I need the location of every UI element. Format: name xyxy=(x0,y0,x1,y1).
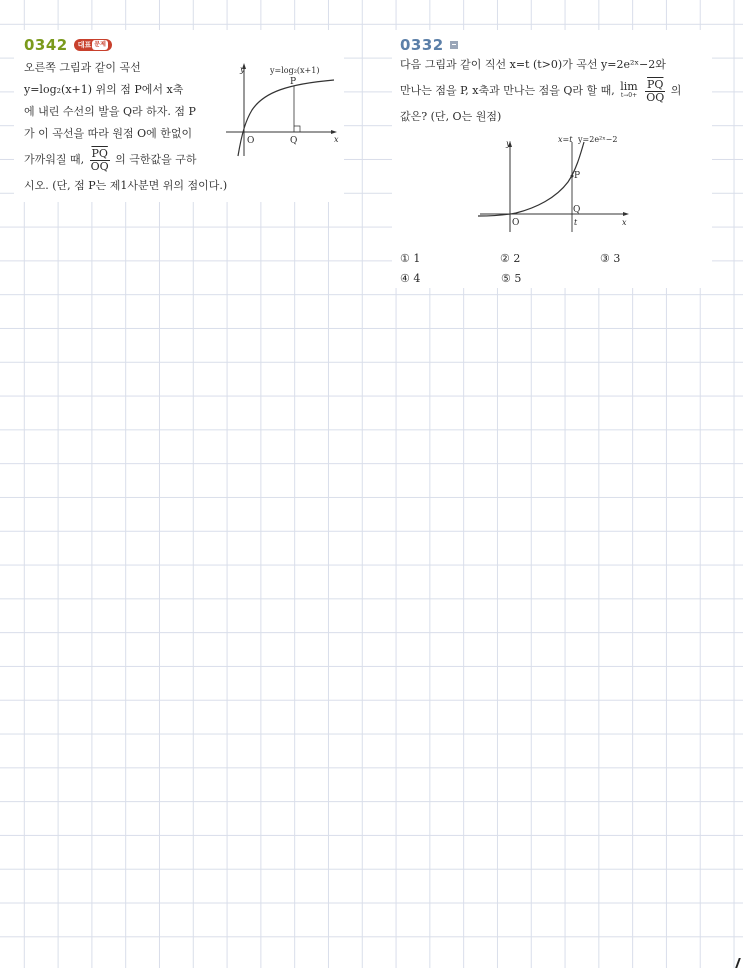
problem-line: 가 이 곡선을 따라 원점 O에 한없이 xyxy=(24,127,193,140)
problem-line: 에 내린 수선의 발을 Q라 하자. 점 P xyxy=(24,105,196,118)
fraction-numerator: $\overline{PQ}$ xyxy=(91,146,108,160)
fraction-denominator: OQ xyxy=(646,90,665,104)
problem-line-limit xyxy=(400,76,681,106)
fraction-numerator: $\overline{PQ}$ xyxy=(647,77,664,91)
choice-2[interactable]: ② 2 xyxy=(500,251,521,265)
badge-main: 대표 xyxy=(77,41,92,49)
problem-line: 시오. (단, 점 P는 제1사분면 위의 점이다.) xyxy=(24,179,228,192)
answer-choices xyxy=(400,248,700,288)
limit-main: lim xyxy=(620,80,638,93)
point-q-label: Q xyxy=(573,205,581,215)
problem-card-0342 xyxy=(14,30,344,202)
pen-stroke-mark xyxy=(727,958,741,968)
fraction-pq-over-oq xyxy=(90,148,110,173)
origin-label: O xyxy=(247,136,255,146)
y-axis-label: y xyxy=(240,65,245,74)
origin-label: O xyxy=(512,218,520,228)
limit-operator xyxy=(620,82,637,100)
exponential-curve xyxy=(478,142,584,216)
badge-sub: 문제 xyxy=(94,41,106,48)
problem-header xyxy=(24,36,112,54)
problem-line: y=log₂(x+1) 위의 점 P에서 x축 xyxy=(24,83,184,96)
point-p-label: P xyxy=(574,171,581,181)
t-label: t xyxy=(574,218,578,227)
x-axis-label: x xyxy=(334,135,339,144)
fraction-denominator: OQ xyxy=(90,159,109,173)
curve-label: y=log₂(x+1) xyxy=(270,66,320,75)
choice-1[interactable]: ① 1 xyxy=(400,251,421,265)
x-axis-arrow-icon xyxy=(331,130,337,134)
exponential-curve-graph xyxy=(476,134,636,234)
problem-line-fraction xyxy=(24,145,227,175)
line-label: x=t xyxy=(558,135,573,144)
problem-number: 0342 xyxy=(24,36,68,54)
problem-header xyxy=(400,36,458,54)
x-axis-label: x xyxy=(622,218,627,227)
curve-label: y=2e²ˣ−2 xyxy=(578,135,618,144)
problem-line: 다음 그림과 같이 직선 x=t (t>0)가 곡선 y=2e²ˣ−2와 xyxy=(400,58,666,71)
text-before-fraction: 가까워질 때, xyxy=(24,153,85,166)
y-axis-label: y xyxy=(506,139,511,148)
text-after-fraction: 의 xyxy=(670,84,682,97)
problem-line: 오른쪽 그림과 같이 곡선 xyxy=(24,61,141,74)
representative-badge xyxy=(74,39,112,51)
point-q-label: Q xyxy=(290,136,298,146)
problem-text xyxy=(24,57,227,197)
choice-4[interactable]: ④ 4 xyxy=(400,271,421,285)
problem-card-0332 xyxy=(392,30,712,288)
problem-text xyxy=(400,54,681,128)
right-angle-mark xyxy=(294,126,300,132)
point-p-label: P xyxy=(290,77,297,87)
x-axis-arrow-icon xyxy=(623,212,629,216)
problem-line: 값은? (단, O는 원점) xyxy=(400,110,502,123)
text-after-fraction: 의 극한값을 구하 xyxy=(115,153,197,166)
fraction-pq-over-oq xyxy=(645,79,665,104)
problem-type-icon xyxy=(450,41,458,49)
choice-3[interactable]: ③ 3 xyxy=(600,251,621,265)
choice-5[interactable]: ⑤ 5 xyxy=(501,271,522,285)
problem-number: 0332 xyxy=(400,36,444,54)
limit-subscript: t→0+ xyxy=(620,92,638,99)
log-curve-graph xyxy=(222,60,342,160)
text-before-limit: 만나는 점을 P, x축과 만나는 점을 Q라 할 때, xyxy=(400,84,615,97)
